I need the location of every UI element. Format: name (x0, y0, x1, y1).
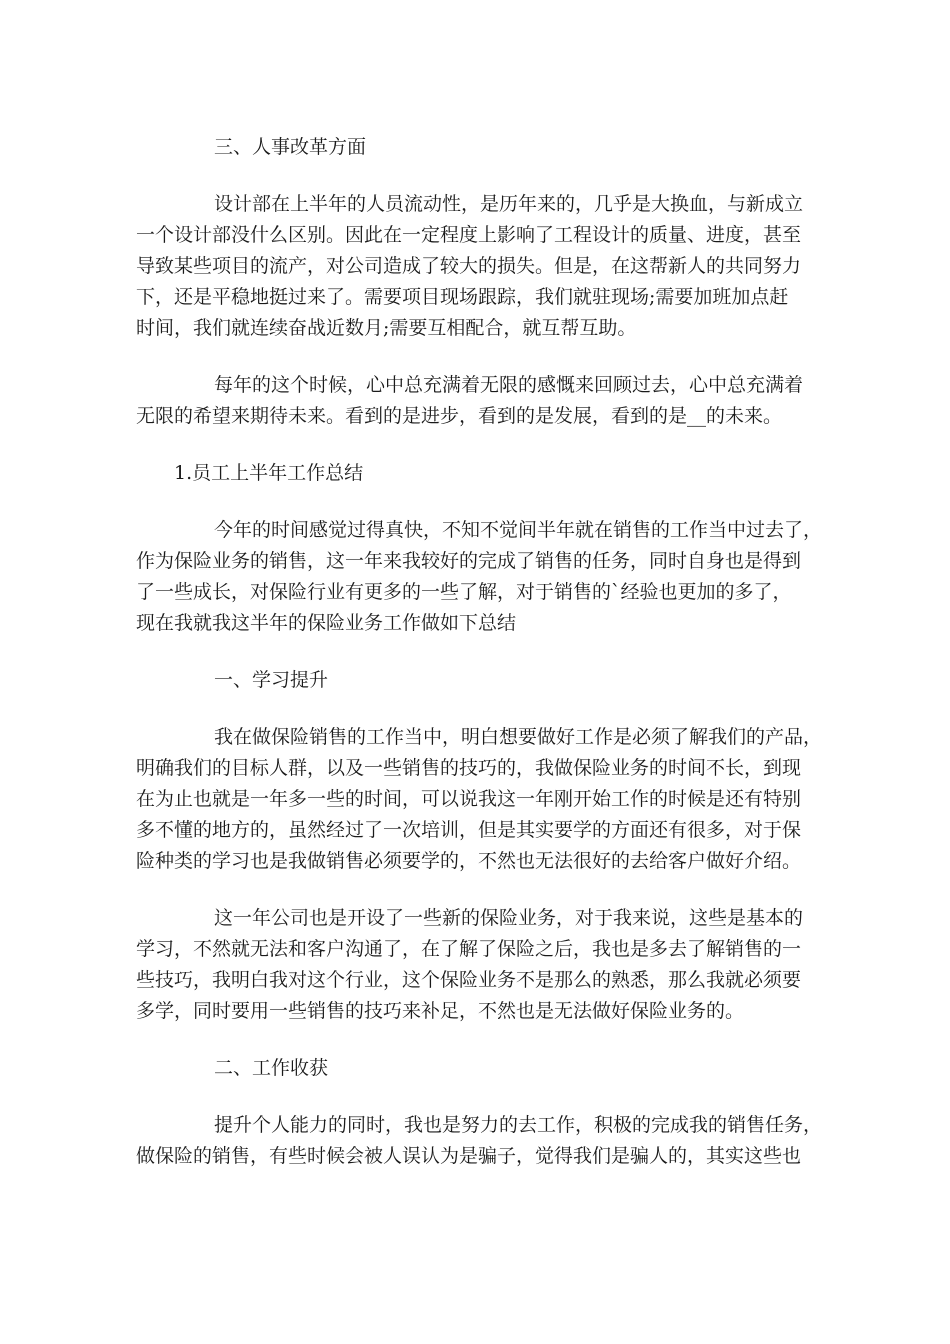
paragraph-line: 多学，同时要用一些销售的技巧来补足，不然也是无法做好保险业务的。 (136, 1000, 745, 1022)
section-heading-personnel-reform: 三、人事改革方面 (214, 136, 367, 158)
document-body (136, 132, 823, 1172)
paragraph-sales-intro (136, 515, 823, 639)
paragraph-line: 作为保险业务的销售，这一年来我较好的完成了销售的任务，同时自身也是得到 (136, 550, 802, 572)
paragraph-line: 无限的希望来期待未来。看到的是进步，看到的是发展，看到的是__的未来。 (136, 405, 783, 427)
paragraph-line: 做保险的销售，有些时候会被人误认为是骗子，觉得我们是骗人的，其实这些也 (136, 1145, 802, 1167)
paragraph-new-business (136, 903, 816, 1027)
paragraph-line: 今年的时间感觉过得真快，不知不觉间半年就在销售的工作当中过去了， (214, 519, 823, 541)
paragraph-gap (136, 489, 816, 515)
paragraph-line: 多不懂的地方的，虽然经过了一次培训，但是其实要学的方面还有很多，对于保 (136, 819, 802, 841)
paragraph-yearly-reflection (136, 370, 816, 432)
paragraph-line: 明确我们的目标人群，以及一些销售的技巧的，我做保险业务的时间不长，到现 (136, 757, 802, 779)
paragraph-line: 提升个人能力的同时，我也是努力的去工作，积极的完成我的销售任务， (214, 1114, 823, 1136)
paragraph-gap (136, 639, 816, 665)
section-heading-learning: 一、学习提升 (214, 669, 329, 691)
paragraph-line: 一个设计部没什么区别。因此在一定程度上影响了工程设计的质量、进度，甚至 (136, 224, 802, 246)
paragraph-line: 设计部在上半年的人员流动性，是历年来的，几乎是大换血，与新成立 (214, 193, 804, 215)
paragraph-gap (136, 432, 816, 458)
paragraph-gap (136, 1027, 816, 1053)
section-heading-employee-summary: 1.员工上半年工作总结 (174, 462, 364, 484)
paragraph-gap (136, 344, 816, 370)
paragraph-gap (136, 163, 816, 189)
paragraph-gap (136, 877, 816, 903)
paragraph-line: 了一些成长，对保险行业有更多的一些了解，对于销售的`经验也更加的多了， (136, 581, 792, 603)
paragraph-line: 在为止也就是一年多一些的时间，可以说我这一年刚开始工作的时候是还有特别 (136, 788, 802, 810)
section-heading-work-gains: 二、工作收获 (214, 1057, 329, 1079)
paragraph-line: 时间，我们就连续奋战近数月;需要互相配合，就互帮互助。 (136, 317, 637, 339)
paragraph-line: 每年的这个时候，心中总充满着无限的感慨来回顾过去，心中总充满着 (214, 374, 804, 396)
paragraph-line: 现在我就我这半年的保险业务工作做如下总结 (136, 612, 517, 634)
paragraph-line: 险种类的学习也是我做销售必须要学的，不然也无法很好的去给客户做好介绍。 (136, 850, 802, 872)
paragraph-design-department (136, 189, 816, 344)
paragraph-work-gains (136, 1110, 823, 1172)
paragraph-line: 导致某些项目的流产，对公司造成了较大的损失。但是，在这帮新人的共同努力 (136, 255, 802, 277)
paragraph-line: 我在做保险销售的工作当中，明白想要做好工作是必须了解我们的产品， (214, 726, 823, 748)
paragraph-gap (136, 1084, 816, 1110)
paragraph-learning-products (136, 722, 823, 877)
paragraph-line: 些技巧，我明白我对这个行业，这个保险业务不是那么的熟悉，那么我就必须要 (136, 969, 802, 991)
paragraph-line: 下，还是平稳地挺过来了。需要项目现场跟踪，我们就驻现场;需要加班加点赶 (136, 286, 789, 308)
paragraph-line: 学习，不然就无法和客户沟通了，在了解了保险之后，我也是多去了解销售的一 (136, 938, 802, 960)
paragraph-line: 这一年公司也是开设了一些新的保险业务，对于我来说，这些是基本的 (214, 907, 804, 929)
paragraph-gap (136, 696, 816, 722)
